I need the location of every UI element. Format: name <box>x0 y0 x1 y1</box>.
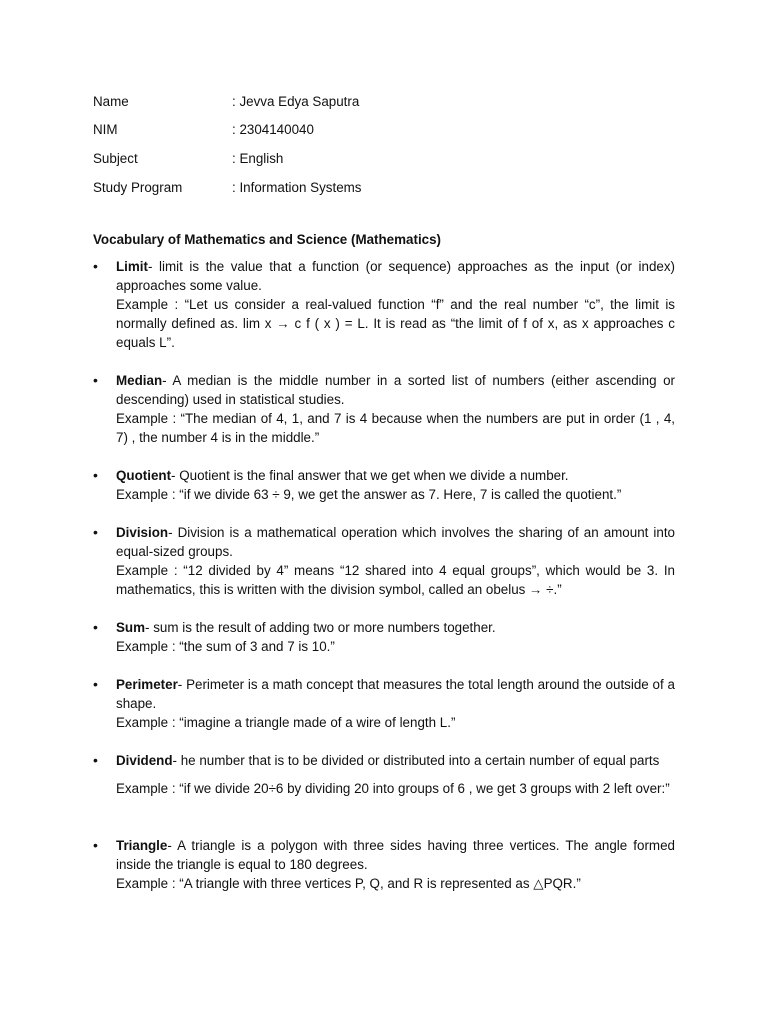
term-definition: - A median is the middle number in a sorted list of numbers (either ascending or descending) used in statistical studies. <box>116 373 675 408</box>
term-example: Example : “A triangle with three vertices P, Q, and R is represented as △PQR.” <box>116 876 581 892</box>
term-definition: - he number that is to be divided or distributed into a certain number of equal parts <box>172 753 660 769</box>
info-row-name <box>93 87 675 116</box>
term-definition: - Perimeter is a math concept that measures the total length around the outside of a shape. <box>116 677 675 712</box>
term-example: Example : “The median of 4, 1, and 7 is 4 because when the numbers are put in order (1 , 4, 7) , the number 4 is in the middle.” <box>116 411 675 446</box>
term-word: Perimeter <box>116 677 178 693</box>
term-example: Example : “12 divided by 4” means “12 shared into 4 equal groups”, which would be 3. In mathematics, this is written with the division symbol, called an obelus → ÷.” <box>116 563 675 598</box>
info-label: Subject <box>93 150 138 166</box>
term-definition: - Quotient is the final answer that we get when we divide a number. <box>171 468 569 484</box>
term-example: Example : “imagine a triangle made of a wire of length L.” <box>116 715 456 731</box>
term-definition: - limit is the value that a function (or sequence) approaches as the input (or index) approaches some value. <box>116 259 675 294</box>
info-row-study-program <box>93 173 675 202</box>
info-value: : 2304140040 <box>232 122 314 138</box>
info-row-subject <box>93 144 675 173</box>
info-value: : Jevva Edya Saputra <box>232 93 360 109</box>
info-label: Name <box>93 93 129 109</box>
term-word: Division <box>116 525 169 541</box>
list-item-triangle <box>93 836 675 893</box>
list-item-quotient <box>93 466 675 504</box>
vocabulary-list <box>93 257 675 893</box>
term-word: Quotient <box>116 468 172 484</box>
info-row-nim <box>93 116 675 145</box>
list-item-dividend <box>93 751 675 798</box>
term-word: Triangle <box>116 838 168 854</box>
section-title: Vocabulary of Mathematics and Science (Mathematics) <box>93 232 442 248</box>
term-word: Median <box>116 373 163 389</box>
info-label: Study Program <box>93 179 183 195</box>
info-value: : Information Systems <box>232 179 362 195</box>
term-definition: - A triangle is a polygon with three sides having three vertices. The angle formed inside the triangle is equal to 180 degrees. <box>116 838 675 873</box>
term-example: Example : “the sum of 3 and 7 is 10.” <box>116 639 335 655</box>
list-item-sum <box>93 618 675 656</box>
term-example: Example : “Let us consider a real-valued function “f” and the real number “c”, the limit is normally defined as. lim x → c f ( x ) = L. It is read as “the limit of f of x, as x approaches c equals L”. <box>116 297 675 351</box>
info-label: NIM <box>93 122 118 138</box>
list-item-perimeter <box>93 675 675 732</box>
list-item-division <box>93 523 675 599</box>
term-example: Example : “if we divide 20÷6 by dividing 20 into groups of 6 , we get 3 groups with 2 left over:” <box>116 781 670 797</box>
document-page <box>93 87 675 893</box>
term-example: Example : “if we divide 63 ÷ 9, we get the answer as 7. Here, 7 is called the quotient.” <box>116 487 622 503</box>
list-item-median <box>93 371 675 447</box>
term-definition: - Division is a mathematical operation which involves the sharing of an amount into equal-sized groups. <box>116 525 675 560</box>
info-value: : English <box>232 150 284 166</box>
student-info <box>93 87 675 201</box>
term-word: Dividend <box>116 753 173 769</box>
list-item-limit <box>93 257 675 352</box>
term-definition: - sum is the result of adding two or more numbers together. <box>145 620 496 636</box>
term-word: Limit <box>116 259 148 275</box>
term-word: Sum <box>116 620 146 636</box>
